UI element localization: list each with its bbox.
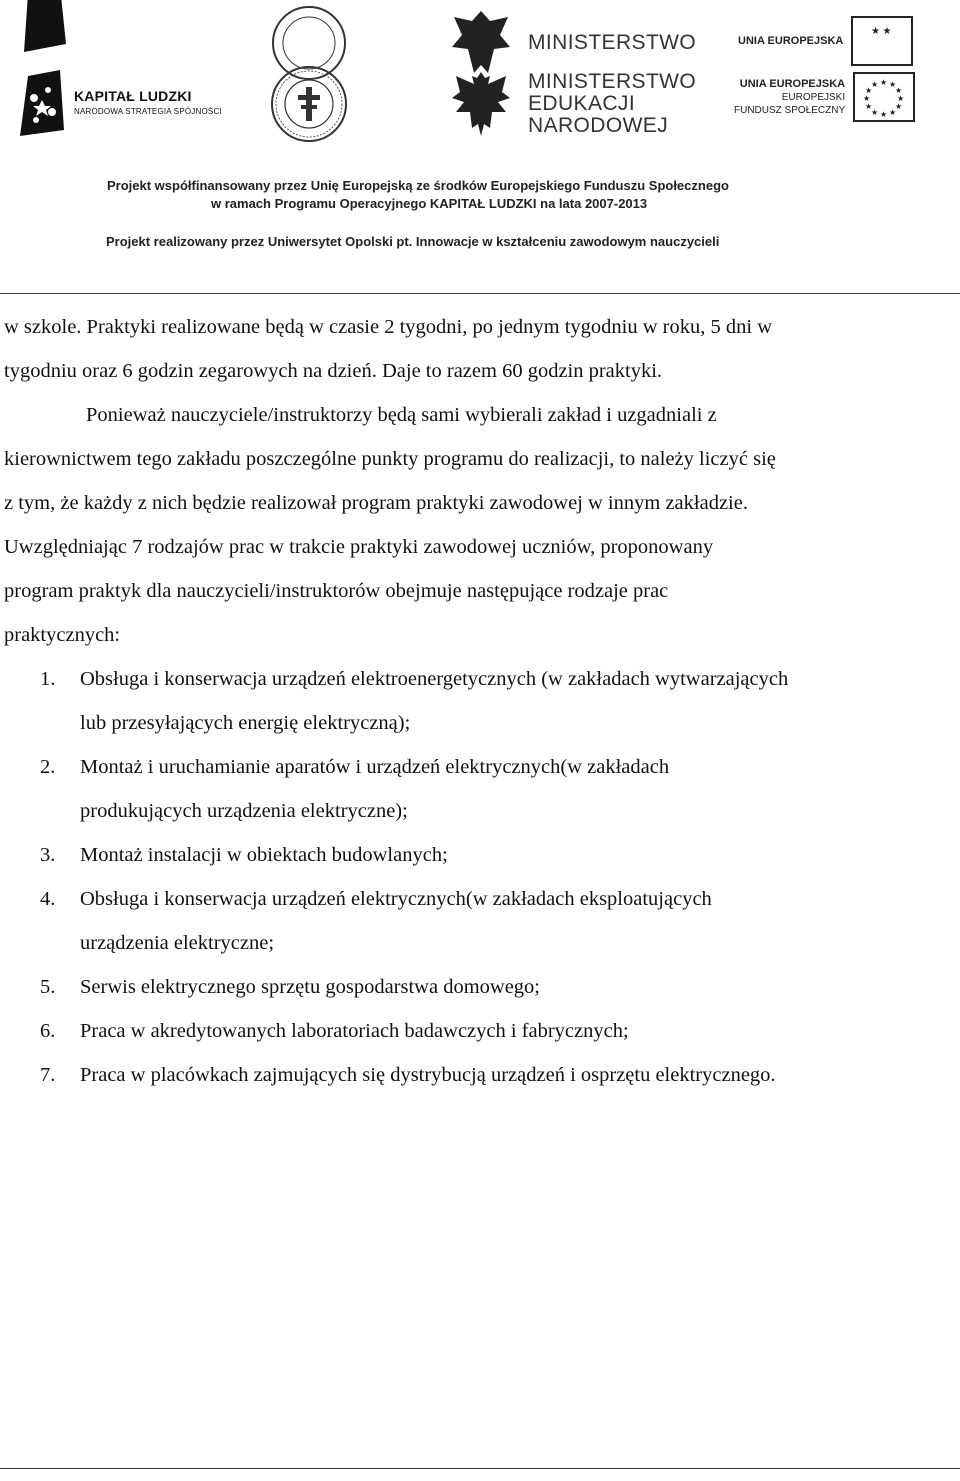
- kapital-ludzki-title: KAPITAŁ LUDZKI: [74, 88, 192, 105]
- ministry-name: [528, 71, 696, 137]
- ministry-line-2: EDUKACJI: [528, 92, 636, 115]
- paragraph-1-line: tygodniu oraz 6 godzin zegarowych na dzień. Daje to razem 60 godzin praktyki.: [4, 360, 663, 382]
- svg-text:★: ★: [865, 102, 873, 111]
- svg-text:★: ★: [897, 94, 905, 103]
- list-item: [4, 1009, 960, 1053]
- list-item-line: produkujących urządzenia elektryczne);: [80, 800, 408, 822]
- list-item-line: lub przesyłających energię elektryczną);: [80, 712, 411, 734]
- svg-text:★: ★: [871, 80, 879, 89]
- eagle-emblem-icon: [450, 68, 512, 140]
- kapital-ludzki-logo: [18, 68, 222, 138]
- list-item-number: 3.: [40, 844, 56, 866]
- university-seal-logo: [270, 65, 348, 143]
- kapital-ludzki-mark-icon: [20, 0, 70, 54]
- paragraph-1: [4, 305, 960, 393]
- svg-text:★: ★: [871, 108, 879, 117]
- eu-flag-icon: [851, 16, 913, 66]
- list-item-line: Obsługa i konserwacja urządzeń elektrycznych(w zakładach eksploatujących: [80, 888, 712, 910]
- list-item-line: Praca w placówkach zajmujących się dystrybucją urządzeń i osprzętu elektrycznego.: [80, 1064, 776, 1086]
- project-title-line: Projekt realizowany przez Uniwersytet Opolski pt. Innowacje w kształceniu zawodowym nauczycieli: [106, 234, 720, 249]
- list-item: [4, 965, 960, 1009]
- paragraph-2-line: program praktyk dla nauczycieli/instruktorów obejmuje następujące rodzaje prac: [4, 580, 669, 602]
- eu-line-3: FUNDUSZ SPOŁECZNY: [734, 104, 846, 116]
- list-item: [4, 1053, 960, 1097]
- list-item-line: Praca w akredytowanych laboratoriach badawczych i fabrycznych;: [80, 1020, 629, 1042]
- paragraph-2: [4, 393, 960, 657]
- svg-text:★: ★: [880, 78, 888, 87]
- svg-text:★: ★: [889, 108, 897, 117]
- ministry-name-partial: MINISTERSTWO: [528, 31, 697, 54]
- list-item: [4, 833, 960, 877]
- ministry-line-3: NARODOWEJ: [528, 114, 669, 137]
- svg-text:★: ★: [895, 86, 903, 95]
- paragraph-2-line: kierownictwem tego zakładu poszczególne punkty programu do realizacji, to należy liczyć się: [4, 448, 776, 470]
- kapital-ludzki-logo-partial: [20, 0, 70, 54]
- header-top-strip-partial: [0, 0, 960, 54]
- footer-divider: [0, 1468, 960, 1469]
- ministry-line-1: MINISTERSTWO: [528, 70, 697, 93]
- paragraph-2-line: praktycznych:: [4, 624, 121, 646]
- university-seal-icon: [270, 65, 348, 143]
- list-item: [4, 745, 960, 833]
- eu-esf-text: [734, 78, 845, 117]
- paragraph-1-line: w szkole. Praktyki realizowane będą w czasie 2 tygodni, po jednym tygodniu w roku, 5 dni w: [4, 316, 773, 338]
- header-divider: [0, 293, 960, 294]
- project-programme-line: w ramach Programu Operacyjnego KAPITAŁ LUDZKI na lata 2007-2013: [211, 196, 648, 211]
- kapital-ludzki-mark-icon: [18, 68, 68, 138]
- eu-logo-partial: UNIA EUROPEJSKA ★ ★: [738, 16, 913, 66]
- list-item-line: Serwis elektrycznego sprzętu gospodarstwa domowego;: [80, 976, 540, 998]
- eu-esf-logo: [734, 72, 915, 122]
- svg-text:★: ★: [865, 86, 873, 95]
- list-item-number: 2.: [40, 756, 56, 778]
- list-item: [4, 877, 960, 965]
- paragraph-2-line: Uwzględniając 7 rodzajów prac w trakcie praktyki zawodowej uczniów, proponowany: [4, 536, 714, 558]
- list-item-number: 4.: [40, 888, 56, 910]
- eu-flag-icon: [853, 72, 915, 122]
- paragraph-2-line: Ponieważ nauczyciele/instruktorzy będą sami wybierali zakład i uzgadniali z: [86, 404, 717, 426]
- list-item-line: urządzenia elektryczne;: [80, 932, 275, 954]
- document-body: [4, 305, 960, 1097]
- list-item-number: 1.: [40, 668, 56, 690]
- header-logos: [0, 60, 960, 190]
- project-cofinancing-line: Projekt współfinansowany przez Unię Europejską ze środków Europejskiego Funduszu Społecznego: [107, 178, 729, 193]
- list-item-line: Montaż i uruchamianie aparatów i urządzeń elektrycznych(w zakładach: [80, 756, 670, 778]
- eu-line-2: EUROPEJSKI: [781, 91, 846, 103]
- list-item-number: 5.: [40, 976, 56, 998]
- kapital-ludzki-subtitle: NARODOWA STRATEGIA SPÓJNOŚCI: [74, 106, 222, 116]
- svg-text:★: ★: [863, 94, 871, 103]
- svg-text:★ ★: ★ ★: [871, 26, 892, 37]
- svg-text:★: ★: [889, 80, 897, 89]
- svg-text:★: ★: [880, 110, 888, 119]
- work-types-list: [4, 657, 960, 1097]
- list-item: [4, 657, 960, 745]
- list-item-line: Obsługa i konserwacja urządzeń elektroenergetycznych (w zakładach wytwarzających: [80, 668, 789, 690]
- svg-text:★: ★: [895, 102, 903, 111]
- list-item-number: 7.: [40, 1064, 56, 1086]
- eu-line-1: UNIA EUROPEJSKA: [739, 77, 846, 90]
- list-item-line: Montaż instalacji w obiektach budowlanych;: [80, 844, 448, 866]
- ministry-logo: [450, 68, 696, 140]
- list-item-number: 6.: [40, 1020, 56, 1042]
- paragraph-2-line: z tym, że każdy z nich będzie realizował program praktyki zawodowej w innym zakładzie.: [4, 492, 748, 514]
